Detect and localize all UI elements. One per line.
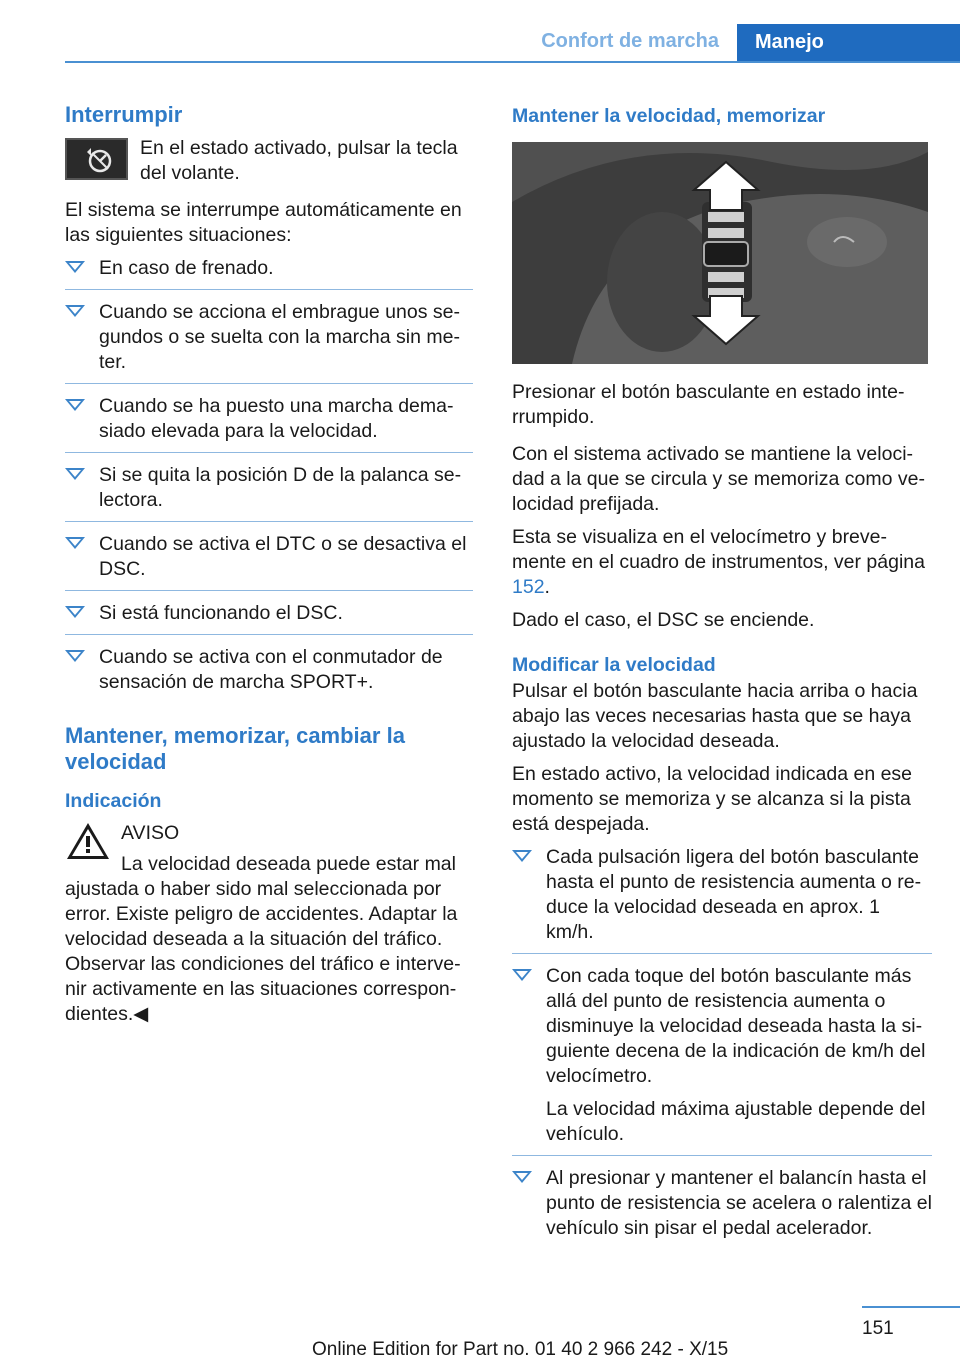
list-item: Al presionar y mantener el balancín hasta el punto de resistencia se acelera o ralentiza el vehículo sin pisar el pedal acelerador.: [512, 1166, 932, 1249]
heading-interrumpir: Interrumpir: [65, 102, 183, 127]
page-link[interactable]: 152: [512, 576, 545, 598]
para-pulsar: Pulsar el botón basculante hacia arriba o hacia abajo las veces necesarias hasta que se haya ajustado la velocidad deseada.: [512, 680, 918, 752]
chapter-tab: [737, 24, 960, 61]
para-activado: Con el sistema activado se mantiene la velocidad a la que se circula y se memoriza como velocidad prefijada.: [512, 443, 925, 515]
warning-triangle-icon: [65, 821, 111, 861]
page-number: 151: [862, 1318, 894, 1339]
cruise-control-button-icon: [65, 138, 128, 180]
warning-text: La velocidad deseada puede estar mal ajustada o haber sido mal seleccionada por error. Existe peligro de accidentes. Adaptar la velocidad deseada a la situación del tráfico. Observar las condiciones del tráfico e intervenir activamente en las situaciones correspondientes.◀: [65, 853, 461, 1025]
speed-adjust-list: [512, 845, 932, 1249]
triangle-bullet-icon: [65, 399, 85, 411]
list-item: Si se quita la posición D de la palanca selectora.: [65, 463, 473, 522]
header-rule: [65, 61, 960, 63]
heading-indicacion: Indicación: [65, 790, 162, 812]
triangle-bullet-icon: [65, 261, 85, 273]
heading-modificar: Modificar la velocidad: [512, 654, 716, 676]
auto-interrupt-intro: El sistema se interrumpe automáticamente en las siguientes situaciones:: [65, 199, 462, 246]
para-visualiza: Esta se visualiza en el velocímetro y brevemente en el cuadro de instrumentos, ver página 152.: [512, 526, 925, 598]
steering-wheel-rocker-image: [512, 142, 928, 364]
interrumpir-block: [65, 136, 473, 186]
list-item: Cuando se ha puesto una marcha demasiado elevada para la velocidad.: [65, 394, 473, 453]
edition-line: Online Edition for Part no. 01 40 2 966 242 - X/15: [312, 1339, 729, 1360]
list-item: Cuando se acciona el embrague unos segundos o se suelta con la marcha sin meter.: [65, 300, 473, 384]
triangle-bullet-icon: [512, 1171, 532, 1183]
para-presionar: Presionar el botón basculante en estado interrumpido.: [512, 381, 905, 428]
list-item: Cuando se activa el DTC o se desactiva el DSC.: [65, 532, 473, 591]
right-column: [512, 100, 932, 1259]
para-estado-activo: En estado activo, la velocidad indicada en ese momento se memoriza y se alcanza si la pista está despejada.: [512, 763, 913, 835]
triangle-bullet-icon: [512, 850, 532, 862]
list-item: Si está funcionando el DSC.: [65, 601, 473, 635]
triangle-bullet-icon: [65, 650, 85, 662]
left-column: [65, 100, 473, 1027]
section-title: Confort de marcha: [541, 30, 719, 52]
triangle-bullet-icon: [65, 606, 85, 618]
list-item-note: La velocidad máxima ajustable depende del vehículo.: [546, 1098, 926, 1145]
warning-label: AVISO: [121, 822, 180, 844]
triangle-bullet-icon: [65, 468, 85, 480]
auto-interrupt-list: [65, 256, 473, 703]
triangle-bullet-icon: [65, 537, 85, 549]
page-header: [0, 24, 960, 64]
para-dsc: Dado el caso, el DSC se enciende.: [512, 609, 815, 631]
list-item: En caso de frenado.: [65, 256, 473, 290]
list-item: Cada pulsación ligera del botón basculante hasta el punto de resistencia aumenta o reduce la velocidad deseada en aprox. 1 km/h.: [512, 845, 932, 954]
triangle-bullet-icon: [65, 305, 85, 317]
heading-mantener: Mantener, memorizar, cambiar la velocidad: [65, 723, 405, 774]
interrumpir-text: En el estado activado, pulsar la tecla del volante.: [140, 137, 458, 184]
triangle-bullet-icon: [512, 969, 532, 981]
heading-mantener-memorizar: Mantener la velocidad, memorizar: [512, 105, 826, 127]
list-item: Con cada toque del botón basculante más allá del punto de resistencia aumenta o disminuye la velocidad deseada hasta la siguiente decena de la indicación de km/h del velocímetro. La velocidad máxima ajustable depende del vehículo.: [512, 964, 932, 1156]
list-item: Cuando se activa con el conmutador de sensación de marcha SPORT+.: [65, 645, 473, 703]
chapter-tab-label: Manejo: [755, 31, 824, 53]
warning-block: [65, 821, 473, 1027]
footer-rule: [862, 1306, 960, 1308]
